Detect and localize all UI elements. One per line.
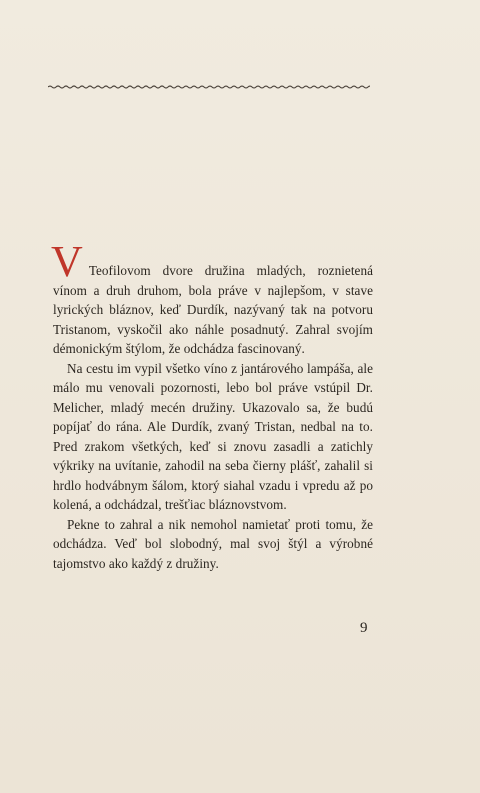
- paragraph-2: Na cestu im vypil všetko víno z jantárového lampáša, ale málo mu venovali pozornosti, lebo bol práve vstúpil Dr. Melicher, mladý mecén družiny. Ukazovalo sa, že budú popíjať do rána. Ale Durdík, zvaný Tristan, nedbal na to. Pred zrakom všetkých, keď si znovu zasadli a zatichly výkriky na uvítanie, zahodil na seba čierny plášť, zahalil si hrdlo hodvábnym šálom, ktorý siahal vzadu i vpredu až po kolená, a odchádzal, trešťiac bláznovstvom.: [53, 360, 373, 512]
- paragraph-1: [51, 237, 373, 359]
- drop-cap: V: [51, 237, 83, 286]
- body-text: [51, 237, 373, 573]
- paragraph-3: Pekne to zahral a nik nemohol namietať proti tomu, že odchádza. Veď bol slobodný, mal svoj štýl a výrobné tajomstvo ako každý z družiny.: [53, 516, 373, 571]
- paragraph-1-text: Teofilovom dvore družina mladých, roznietená vínom a druh druhom, bola práve v najlepšom, v stave lyrických bláznov, keď Durdík, nazývaný tak na potvoru Tristanom, vyskočil ako náhle posadnutý. Zahral svojím démonickým štýlom, že odchádza fascinovaný.: [53, 263, 373, 356]
- wavy-rule-ornament: [48, 82, 370, 92]
- page-number: 9: [360, 620, 368, 636]
